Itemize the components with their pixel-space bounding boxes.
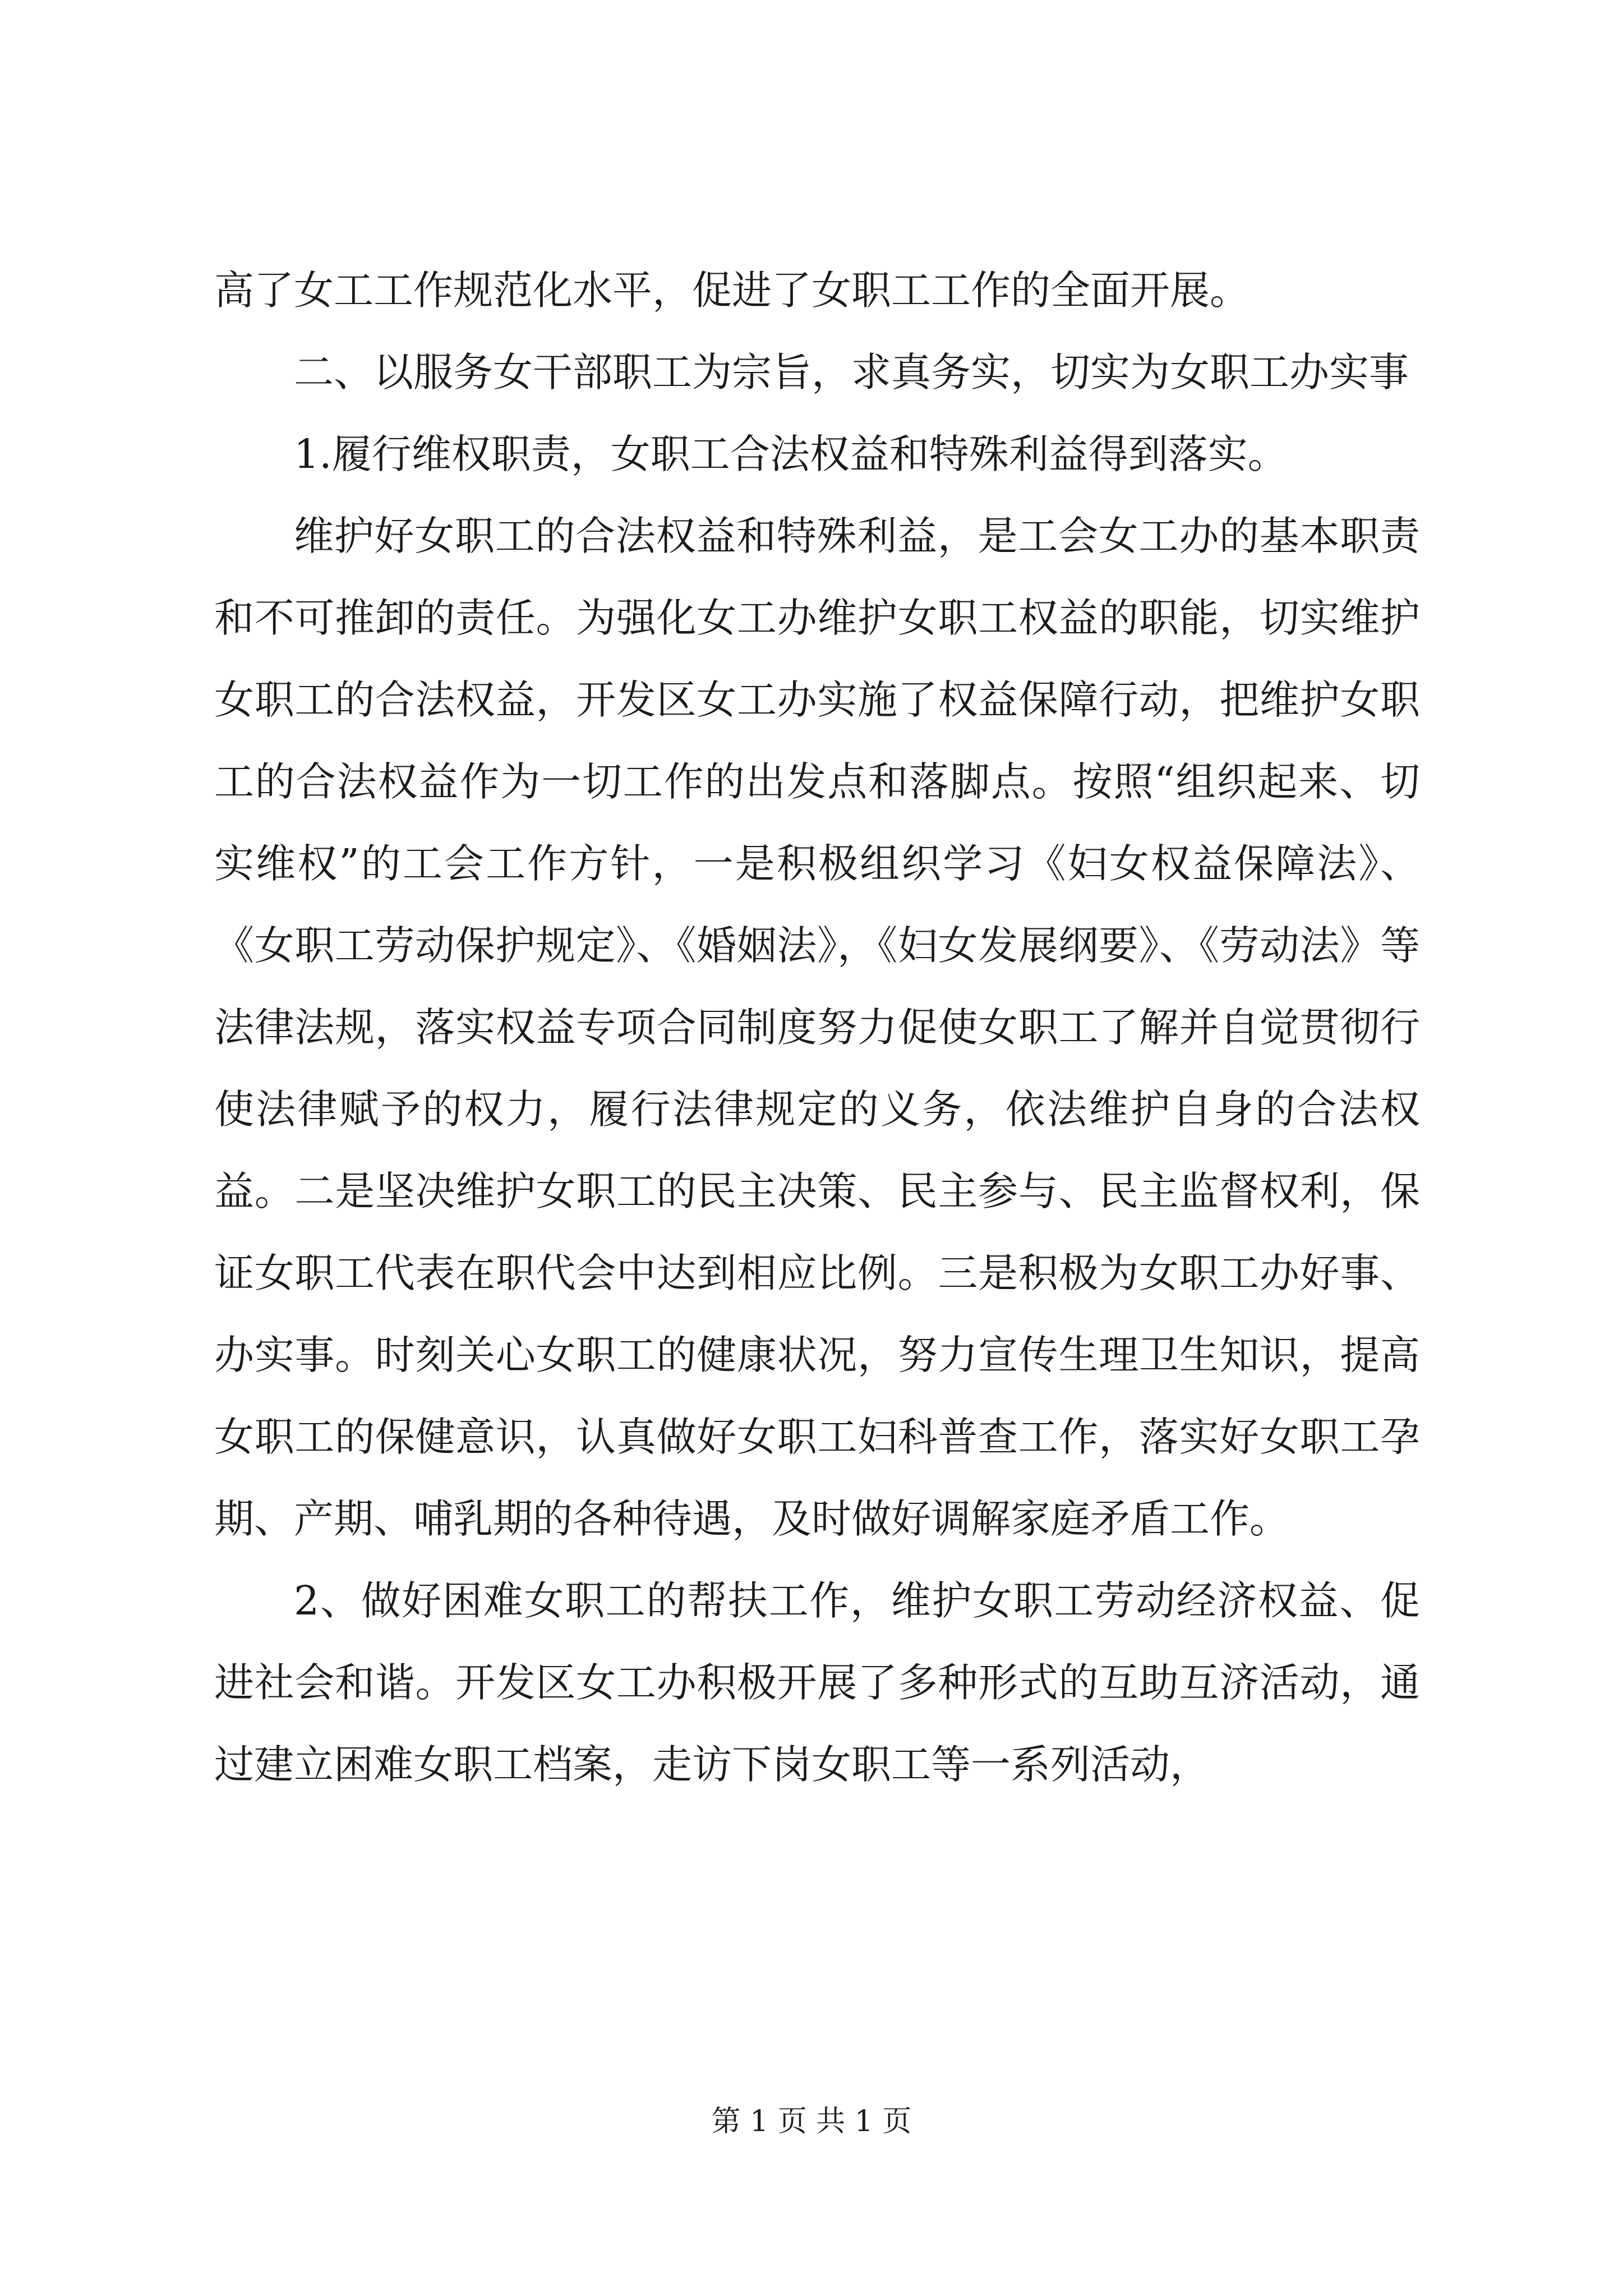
subheading-1: 1.履行维权职责，女职工合法权益和特殊利益得到落实。 — [294, 431, 1288, 477]
page-number-footer: 第 1 页 共 1 页 — [711, 2105, 912, 2138]
paragraph-assistance: 2、做好困难女职工的帮扶工作，维护女职工劳动经济权益、促进社会和谐。开发区女工办积极开展了多种形式的互助互济活动，通过建立困难女职工档案，走访下岗女职工等一系列活动， — [214, 1577, 1420, 1788]
section-heading-2: 二、以服务女干部职工为宗旨，求真务实，切实为女职工办实事 — [294, 349, 1409, 395]
document-body — [214, 250, 1420, 1806]
paragraph-1: 高了女工工作规范化水平，促进了女职工工作的全面开展。 — [214, 267, 1250, 314]
paragraph-rights: 维护好女职工的合法权益和特殊利益，是工会女工办的基本职责和不可推卸的责任。为强化女工办维护女职工权益的职能，切实维护女职工的合法权益，开发区女工办实施了权益保障行动，把维护女职工的合法权益作为一切工作的出发点和落脚点。按照“组织起来、切实维权”的工会工作方针，一是积极组织学习《妇女权益保障法》、《女职工劳动保护规定》、《婚姻法》，《妇女发展纲要》、《劳动法》等法律法规，落实权益专项合同制度努力促使女职工了解并自觉贯彻行使法律赋予的权力，履行法律规定的义务，依法维护自身的合法权益。二是坚决维护女职工的民主决策、民主参与、民主监督权利，保证女职工代表在职代会中达到相应比例。三是积极为女职工办好事、办实事。时刻关心女职工的健康状况，努力宣传生理卫生知识，提高女职工的保健意识，认真做好女职工妇科普查工作，落实好女职工孕期、产期、哺乳期的各种待遇，及时做好调解家庭矛盾工作。 — [214, 513, 1420, 1542]
